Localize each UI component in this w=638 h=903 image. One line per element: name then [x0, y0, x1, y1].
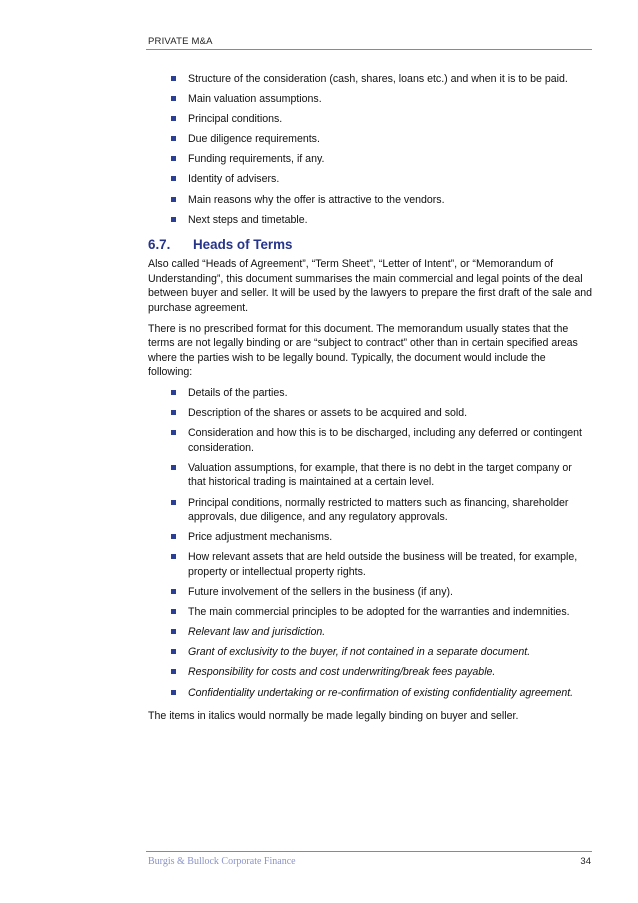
list-item: Main valuation assumptions. — [171, 92, 592, 107]
list-item: How relevant assets that are held outside the business will be treated, for example, property or intellectual property rights. — [171, 550, 592, 579]
footer-divider — [146, 851, 592, 852]
intro-paragraph: Also called “Heads of Agreement”, “Term Sheet”, “Letter of Intent”, or “Memorandum of Understanding”, this document summarises the main commercial and legal points of the deal between buyer and seller. It will be used by the lawyers to prepare the first draft of the sale and purchase agreement. — [148, 258, 593, 315]
list-item-italic: Relevant law and jurisdiction. — [171, 625, 592, 640]
list-item: Structure of the consideration (cash, shares, loans etc.) and when it is to be paid. — [171, 72, 592, 87]
page-body — [148, 72, 592, 730]
list-item: Principal conditions. — [171, 112, 592, 127]
list-item: Main reasons why the offer is attractive to the vendors. — [171, 193, 592, 208]
list-item-italic: Grant of exclusivity to the buyer, if not contained in a separate document. — [171, 645, 592, 660]
page-number: 34 — [580, 856, 591, 867]
list-item: Funding requirements, if any. — [171, 152, 592, 167]
consideration-list — [148, 72, 592, 227]
list-item: Identity of advisers. — [171, 172, 592, 187]
running-header: PRIVATE M&A — [148, 36, 213, 47]
list-item: Details of the parties. — [171, 386, 592, 401]
section-heading — [148, 237, 592, 252]
list-item: Future involvement of the sellers in the business (if any). — [171, 585, 592, 600]
list-item-italic: Responsibility for costs and cost underwriting/break fees payable. — [171, 665, 592, 680]
section-number: 6.7. — [148, 237, 171, 253]
heads-of-terms-list — [148, 386, 592, 700]
list-item: Next steps and timetable. — [171, 213, 592, 228]
header-divider — [146, 49, 592, 50]
format-paragraph: There is no prescribed format for this document. The memorandum usually states that the terms are not legally binding or are “subject to contract” other than in certain specified areas where the parties wish to be legally bound. Typically, the document would include the following: — [148, 322, 578, 379]
list-item: Due diligence requirements. — [171, 132, 592, 147]
closing-paragraph: The items in italics would normally be made legally binding on buyer and seller. — [148, 710, 519, 723]
list-item: Consideration and how this is to be discharged, including any deferred or contingent consideration. — [171, 426, 592, 455]
list-item: Valuation assumptions, for example, that there is no debt in the target company or that historical trading is maintained at a certain level. — [171, 461, 592, 490]
footer-company: Burgis & Bullock Corporate Finance — [148, 856, 296, 867]
list-item: Principal conditions, normally restricted to matters such as financing, shareholder approvals, due diligence, and any regulatory approvals. — [171, 496, 592, 525]
list-item: Description of the shares or assets to be acquired and sold. — [171, 406, 592, 421]
section-title: Heads of Terms — [193, 237, 293, 253]
list-item-italic: Confidentiality undertaking or re-confirmation of existing confidentiality agreement. — [171, 686, 592, 701]
list-item: The main commercial principles to be adopted for the warranties and indemnities. — [171, 605, 592, 620]
list-item: Price adjustment mechanisms. — [171, 530, 592, 545]
